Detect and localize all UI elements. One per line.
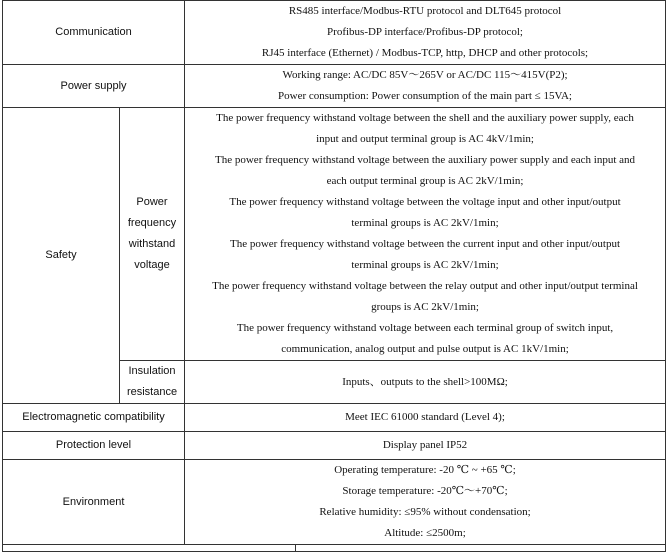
withstand-voltage-label [120, 108, 185, 361]
withstand-voltage-value [185, 108, 666, 361]
cutoff-cell [296, 545, 666, 552]
row-cutoff [3, 545, 666, 552]
text-line: RJ45 interface (Ethernet) / Modbus-TCP, http, DHCP and other protocols; [261, 47, 589, 59]
text-line: The power frequency withstand voltage between the shell and the auxiliary power supply, each [216, 112, 634, 124]
power-supply-label: Power supply [3, 65, 185, 108]
cutoff-cell [3, 545, 296, 552]
text-line: voltage [134, 259, 170, 271]
communication-label: Communication [3, 1, 185, 65]
text-line: Profibus-DP interface/Profibus-DP protocol; [327, 26, 523, 38]
text-line: Power [136, 196, 168, 208]
spec-table [2, 0, 666, 552]
text-line: The power frequency withstand voltage between the current input and other input/output [229, 238, 621, 250]
row-communication [3, 1, 666, 65]
text-line: Insulation [128, 365, 176, 377]
row-safety-withstand [3, 108, 666, 361]
text-line: groups is AC 2kV/1min; [371, 301, 479, 313]
environment-label: Environment [3, 460, 185, 545]
text-line: terminal groups is AC 2kV/1min; [351, 259, 499, 271]
emc-value: Meet IEC 61000 standard (Level 4); [185, 404, 666, 432]
communication-value [185, 1, 666, 65]
text-line: withstand [128, 238, 176, 250]
text-line: Working range: AC/DC 85V～265V or AC/DC 115～415V(P2); [282, 69, 568, 81]
protection-value: Display panel IP52 [185, 432, 666, 460]
insulation-resistance-value: Inputs、outputs to the shell>100MΩ; [185, 361, 666, 404]
text-line: The power frequency withstand voltage between the voltage input and other input/output [229, 196, 621, 208]
insulation-resistance-label [120, 361, 185, 404]
text-line: Operating temperature: -20 ℃ ~ +65 ℃; [334, 464, 516, 476]
row-protection [3, 432, 666, 460]
text-line: The power frequency withstand voltage between the auxiliary power supply and each input and [215, 154, 636, 166]
row-power-supply [3, 65, 666, 108]
text-line: The power frequency withstand voltage between the relay output and other input/output terminal [212, 280, 638, 292]
text-line: resistance [126, 386, 178, 398]
text-line: input and output terminal group is AC 4kV/1min; [316, 133, 534, 145]
text-line: Altitude: ≤2500m; [384, 527, 466, 539]
row-emc [3, 404, 666, 432]
text-line: Relative humidity: ≤95% without condensation; [319, 506, 531, 518]
text-line: Storage temperature: -20℃～+70℃; [342, 485, 508, 497]
text-line: communication, analog output and pulse output is AC 1kV/1min; [281, 343, 569, 355]
safety-label: Safety [3, 108, 120, 404]
environment-value [185, 460, 666, 545]
row-environment [3, 460, 666, 545]
text-line: each output terminal group is AC 2kV/1min; [326, 175, 524, 187]
text-line: Power consumption: Power consumption of the main part ≤ 15VA; [278, 90, 572, 102]
text-line: terminal groups is AC 2kV/1min; [351, 217, 499, 229]
power-supply-value [185, 65, 666, 108]
emc-label: Electromagnetic compatibility [3, 404, 185, 432]
text-line: RS485 interface/Modbus-RTU protocol and DLT645 protocol [288, 5, 562, 17]
text-line: frequency [127, 217, 177, 229]
protection-label: Protection level [3, 432, 185, 460]
text-line: The power frequency withstand voltage between each terminal group of switch input, [236, 322, 614, 334]
